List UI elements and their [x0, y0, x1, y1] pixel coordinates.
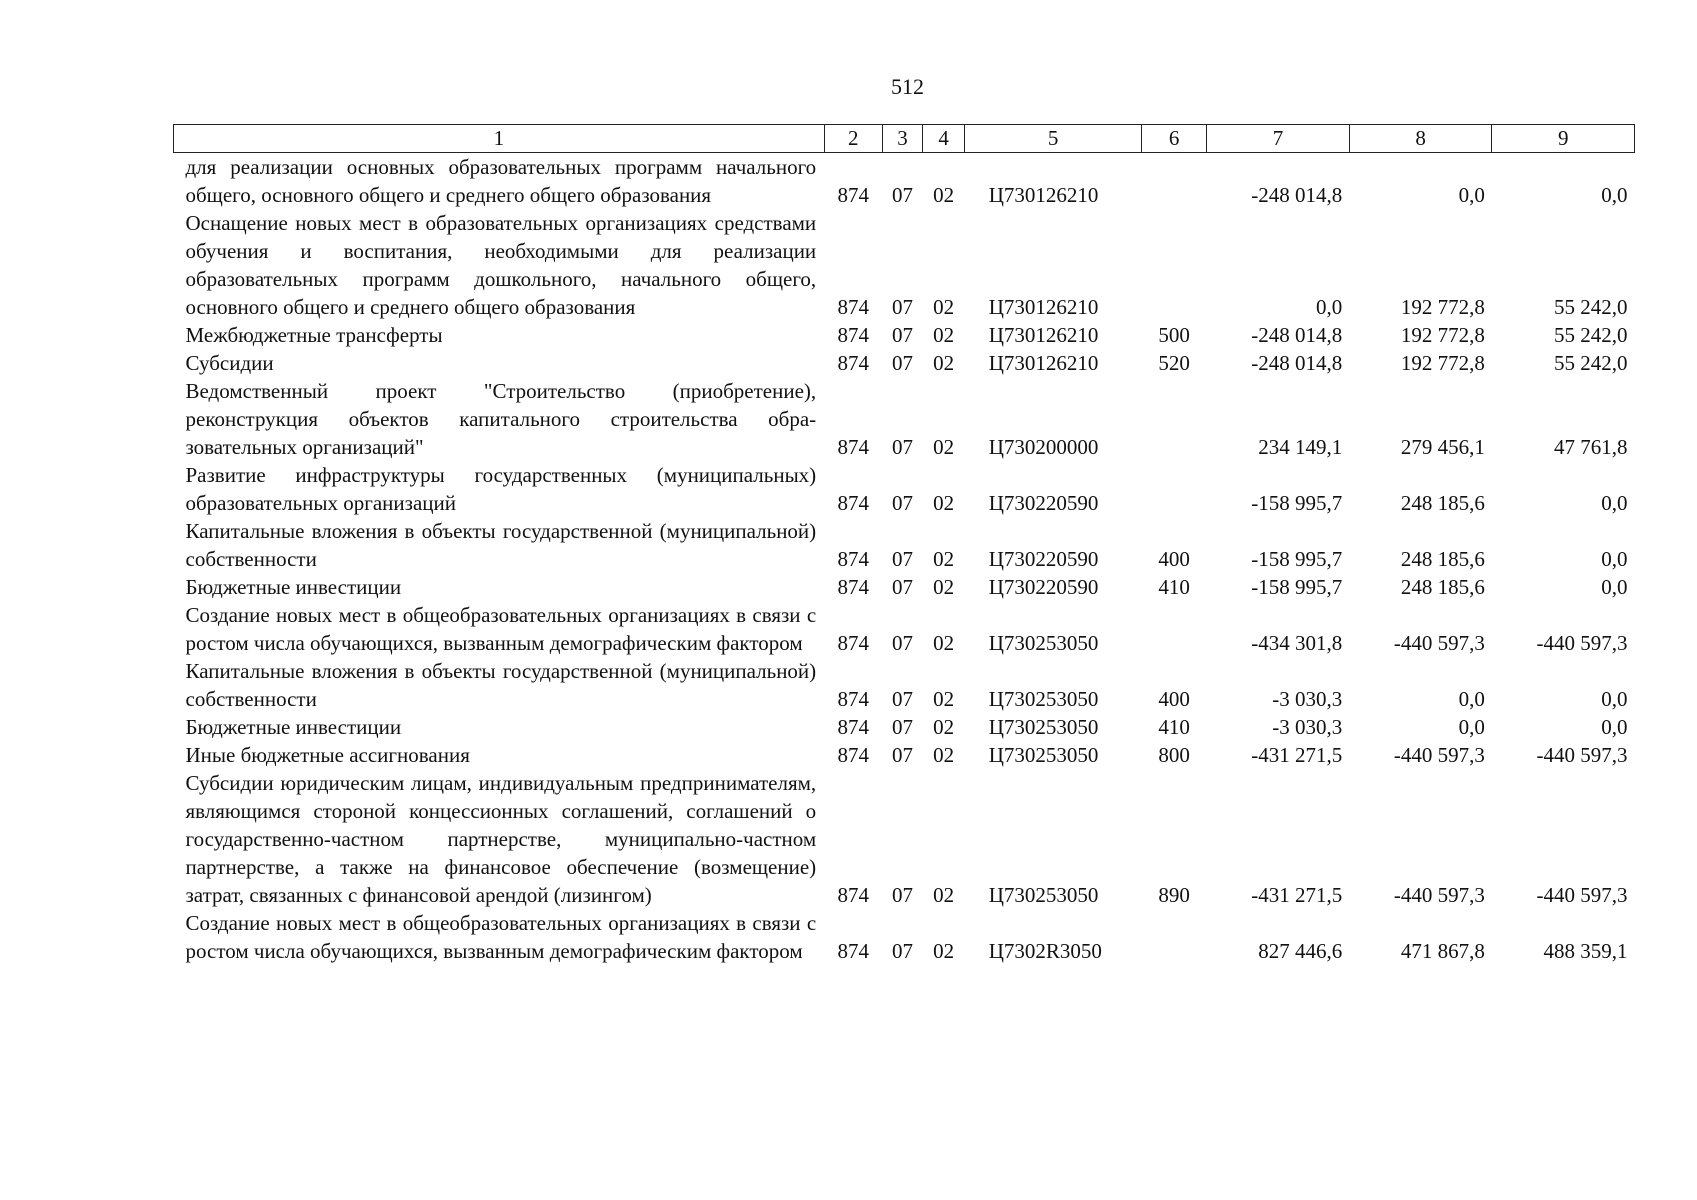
ministry-code: 874 — [837, 631, 870, 655]
subsection-code: 02 — [933, 491, 955, 515]
ministry-code: 874 — [837, 547, 870, 571]
row-name: для реализации основных образовательных программ начального общего, основного общего и среднего общего образования — [185, 155, 817, 207]
section-code: 07 — [891, 323, 913, 347]
column-header-8: 8 — [1349, 125, 1492, 153]
ministry-code: 874 — [837, 295, 870, 319]
target-article-code: Ц730220590 — [988, 547, 1099, 571]
column-header-3: 3 — [882, 125, 922, 153]
column-header-2: 2 — [824, 125, 882, 153]
amount-col-9: 0,0 — [1601, 547, 1628, 571]
row-name: Создание новых мест в общеобразовательных организациях в связи с ростом числа обучающихся, вызванным демографическим фактором — [185, 911, 817, 963]
table-row — [174, 321, 1635, 349]
amount-col-9: 0,0 — [1601, 715, 1628, 739]
section-code: 07 — [891, 631, 913, 655]
amount-col-7: -248 014,8 — [1251, 351, 1343, 375]
table-row — [174, 461, 1635, 517]
amount-col-8: -440 597,3 — [1393, 883, 1485, 907]
amount-col-7: -434 301,8 — [1251, 631, 1343, 655]
amount-col-8: 192 772,8 — [1400, 351, 1485, 375]
amount-col-8: 192 772,8 — [1400, 323, 1485, 347]
expense-type-code: 400 — [1158, 547, 1190, 571]
row-name: Бюджетные инвестиции — [185, 715, 402, 739]
section-code: 07 — [891, 575, 913, 599]
header-row — [174, 125, 1635, 153]
amount-col-7: -3 030,3 — [1272, 715, 1343, 739]
section-code: 07 — [891, 351, 913, 375]
column-header-1: 1 — [174, 125, 825, 153]
subsection-code: 02 — [933, 295, 955, 319]
expense-type-code: 890 — [1158, 883, 1190, 907]
amount-col-8: 248 185,6 — [1400, 547, 1485, 571]
ministry-code: 874 — [837, 883, 870, 907]
amount-col-7: -248 014,8 — [1251, 323, 1343, 347]
amount-col-7: 827 446,6 — [1258, 939, 1343, 963]
target-article-code: Ц730126210 — [988, 323, 1099, 347]
row-name: Оснащение новых мест в образовательных организациях средствами обучения и воспитания, необходимыми для реализации образовательных программ дошкольного, начального общего, основного общего и среднего общего образования — [185, 211, 817, 319]
subsection-code: 02 — [933, 939, 955, 963]
expense-type-code: 500 — [1158, 323, 1190, 347]
expense-type-code: 410 — [1158, 715, 1190, 739]
subsection-code: 02 — [933, 547, 955, 571]
amount-col-7: -248 014,8 — [1251, 183, 1343, 207]
amount-col-8: 248 185,6 — [1400, 491, 1485, 515]
row-name: Межбюджетные трансферты — [185, 323, 443, 347]
subsection-code: 02 — [933, 351, 955, 375]
expense-type-code: 800 — [1158, 743, 1190, 767]
section-code: 07 — [891, 883, 913, 907]
amount-col-7: -158 995,7 — [1251, 575, 1343, 599]
subsection-code: 02 — [933, 323, 955, 347]
expense-type-code — [1141, 377, 1206, 461]
row-name: Ведомственный проект "Строительство (приобретение), реконструкция объектов капитального строительства образовательных организаций" — [185, 379, 817, 459]
ministry-code: 874 — [837, 575, 870, 599]
column-header-7: 7 — [1207, 125, 1350, 153]
table-row — [174, 713, 1635, 741]
expense-type-code — [1141, 909, 1206, 965]
ministry-code: 874 — [837, 351, 870, 375]
table-row — [174, 741, 1635, 769]
ministry-code: 874 — [837, 183, 870, 207]
table-row — [174, 769, 1635, 909]
amount-col-8: 0,0 — [1458, 715, 1485, 739]
target-article-code: Ц730126210 — [988, 351, 1099, 375]
expense-type-code: 520 — [1158, 351, 1190, 375]
column-header-5: 5 — [965, 125, 1142, 153]
section-code: 07 — [891, 435, 913, 459]
amount-col-9: 488 359,1 — [1543, 939, 1628, 963]
amount-col-8: -440 597,3 — [1393, 743, 1485, 767]
subsection-code: 02 — [933, 883, 955, 907]
amount-col-8: 279 456,1 — [1400, 435, 1485, 459]
amount-col-8: 0,0 — [1458, 183, 1485, 207]
expense-type-code — [1141, 461, 1206, 517]
amount-col-7: 234 149,1 — [1258, 435, 1343, 459]
ministry-code: 874 — [837, 491, 870, 515]
amount-col-9: 55 242,0 — [1554, 295, 1628, 319]
section-code: 07 — [891, 295, 913, 319]
table-body — [174, 153, 1635, 966]
subsection-code: 02 — [933, 631, 955, 655]
amount-col-9: 55 242,0 — [1554, 323, 1628, 347]
subsection-code: 02 — [933, 435, 955, 459]
expense-type-code: 400 — [1158, 687, 1190, 711]
amount-col-8: 192 772,8 — [1400, 295, 1485, 319]
target-article-code: Ц730253050 — [988, 743, 1099, 767]
target-article-code: Ц730220590 — [988, 575, 1099, 599]
table-row — [174, 573, 1635, 601]
amount-col-7: -158 995,7 — [1251, 491, 1343, 515]
table-row — [174, 601, 1635, 657]
budget-table — [173, 124, 1635, 965]
section-code: 07 — [891, 743, 913, 767]
row-name: Иные бюджетные ассигнования — [185, 743, 470, 767]
row-name: Капитальные вложения в объекты государственной (муниципальной) собственности — [185, 519, 817, 571]
amount-col-8: 248 185,6 — [1400, 575, 1485, 599]
ministry-code: 874 — [837, 715, 870, 739]
target-article-code: Ц730220590 — [988, 491, 1099, 515]
section-code: 07 — [891, 183, 913, 207]
amount-col-8: 0,0 — [1458, 687, 1485, 711]
expense-type-code — [1141, 601, 1206, 657]
amount-col-9: 47 761,8 — [1554, 435, 1628, 459]
table-row — [174, 377, 1635, 461]
target-article-code: Ц730253050 — [988, 631, 1099, 655]
amount-col-9: 0,0 — [1601, 575, 1628, 599]
target-article-code: Ц730253050 — [988, 715, 1099, 739]
amount-col-9: -440 597,3 — [1536, 631, 1628, 655]
section-code: 07 — [891, 547, 913, 571]
amount-col-8: 471 867,8 — [1400, 939, 1485, 963]
target-article-code: Ц730126210 — [988, 183, 1099, 207]
row-name: Субсидии — [185, 351, 274, 375]
table-row — [174, 909, 1635, 965]
table-row — [174, 209, 1635, 321]
table-row — [174, 657, 1635, 713]
amount-col-7: -3 030,3 — [1272, 687, 1343, 711]
column-header-9: 9 — [1492, 125, 1635, 153]
subsection-code: 02 — [933, 575, 955, 599]
row-name: Капитальные вложения в объекты государственной (муниципальной) собственности — [185, 659, 817, 711]
ministry-code: 874 — [837, 743, 870, 767]
subsection-code: 02 — [933, 743, 955, 767]
row-name: Субсидии юридическим лицам, индивидуальным предпринимателям, являющимся стороной концессионных соглашений, соглашений о государственно-частном партнерстве, муниципально-частном партнерстве, а также на финансовое обеспечение (возмещение) затрат, связанных с финансовой арендой (лизингом) — [185, 771, 817, 907]
amount-col-7: -158 995,7 — [1251, 547, 1343, 571]
ministry-code: 874 — [837, 435, 870, 459]
subsection-code: 02 — [933, 715, 955, 739]
amount-col-9: -440 597,3 — [1536, 883, 1628, 907]
row-name: Создание новых мест в общеобразовательных организациях в связи с ростом числа обучающихся, вызванным демографическим фактором — [185, 603, 817, 655]
section-code: 07 — [891, 715, 913, 739]
ministry-code: 874 — [837, 323, 870, 347]
table-row — [174, 517, 1635, 573]
section-code: 07 — [891, 491, 913, 515]
target-article-code: Ц730253050 — [988, 883, 1099, 907]
ministry-code: 874 — [837, 687, 870, 711]
expense-type-code: 410 — [1158, 575, 1190, 599]
expense-type-code — [1141, 153, 1206, 210]
row-name: Бюджетные инвестиции — [185, 575, 402, 599]
amount-col-9: 55 242,0 — [1554, 351, 1628, 375]
amount-col-7: 0,0 — [1316, 295, 1343, 319]
column-header-6: 6 — [1141, 125, 1206, 153]
section-code: 07 — [891, 687, 913, 711]
subsection-code: 02 — [933, 687, 955, 711]
table-header — [174, 125, 1635, 153]
target-article-code: Ц730253050 — [988, 687, 1099, 711]
target-article-code: Ц730200000 — [988, 435, 1099, 459]
section-code: 07 — [891, 939, 913, 963]
column-header-4: 4 — [923, 125, 965, 153]
amount-col-9: 0,0 — [1601, 687, 1628, 711]
amount-col-9: 0,0 — [1601, 183, 1628, 207]
target-article-code: Ц7302R3050 — [988, 939, 1102, 963]
row-name: Развитие инфраструктуры государственных (муниципальных) образовательных организаций — [185, 463, 817, 515]
amount-col-7: -431 271,5 — [1251, 883, 1343, 907]
expense-type-code — [1141, 209, 1206, 321]
ministry-code: 874 — [837, 939, 870, 963]
amount-col-8: -440 597,3 — [1393, 631, 1485, 655]
subsection-code: 02 — [933, 183, 955, 207]
amount-col-9: -440 597,3 — [1536, 743, 1628, 767]
page-number: 512 — [891, 74, 924, 99]
amount-col-7: -431 271,5 — [1251, 743, 1343, 767]
target-article-code: Ц730126210 — [988, 295, 1099, 319]
table-row — [174, 349, 1635, 377]
amount-col-9: 0,0 — [1601, 491, 1628, 515]
table-row — [174, 153, 1635, 210]
